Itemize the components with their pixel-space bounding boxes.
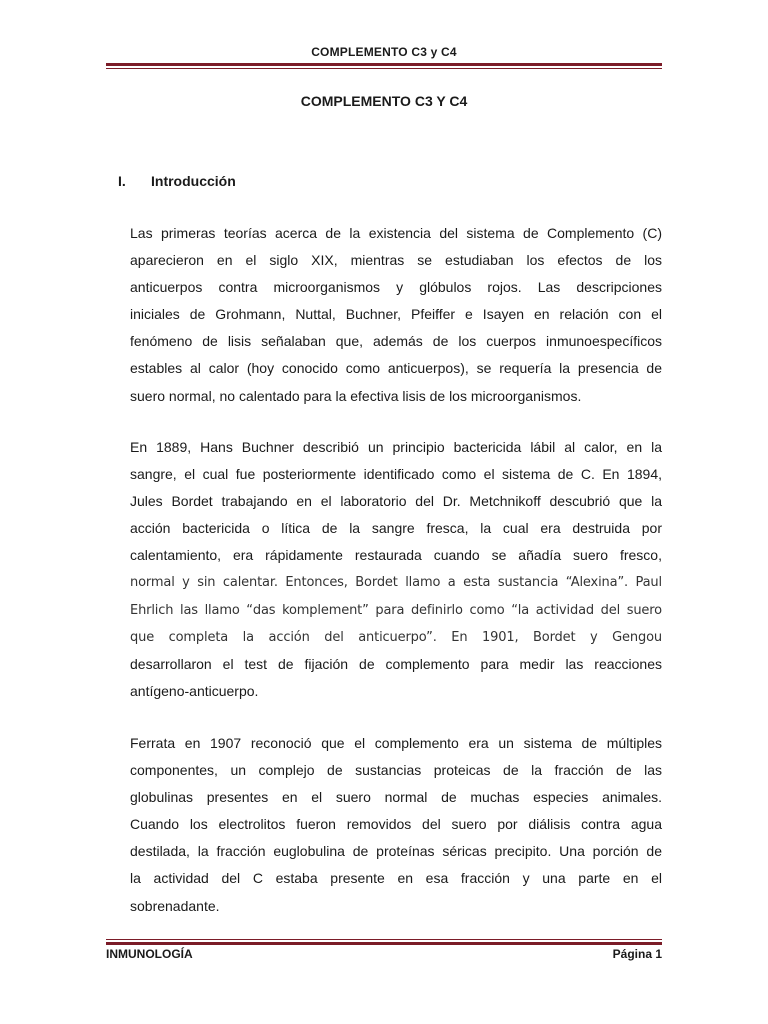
- header-title: COMPLEMENTO C3 y C4: [311, 45, 457, 59]
- paragraph-line: que completa la acción del anticuerpo”. En 1901, Bordet y Gengou: [130, 629, 662, 645]
- paragraph-1: [130, 220, 662, 410]
- footer-rule-thick: [106, 942, 662, 945]
- paragraph-line: calentamiento, era rápidamente restaurada cuando se añadía suero fresco,: [130, 547, 662, 564]
- section-heading: [118, 173, 236, 189]
- section-number: I.: [118, 173, 126, 189]
- paragraph-line: globulinas presentes en el suero normal de muchas especies animales.: [130, 789, 662, 806]
- paragraph-line: acción bactericida o lítica de la sangre fresca, la cual era destruida por: [130, 520, 662, 537]
- page-number: Página 1: [612, 947, 662, 961]
- footer-subject: INMUNOLOGÍA: [106, 947, 193, 961]
- footer-rule-thin: [106, 939, 662, 940]
- section-heading-text: Introducción: [151, 173, 236, 189]
- paragraph-line: Jules Bordet trabajando en el laboratorio del Dr. Metchnikoff descubrió que la: [130, 493, 662, 510]
- paragraph-line: sobrenadante.: [130, 897, 220, 914]
- paragraph-line: Cuando los electrolitos fueron removidos del suero por diálisis contra agua: [130, 816, 662, 833]
- header-rule-thick: [106, 63, 662, 66]
- paragraph-line: En 1889, Hans Buchner describió un principio bactericida lábil al calor, en la: [130, 439, 662, 455]
- paragraph-line: iniciales de Grohmann, Nuttal, Buchner, Pfeiffer e Isayen en relación con el: [130, 306, 662, 323]
- paragraph-line: fenómeno de lisis señalaban que, además de los cuerpos inmunoespecíficos: [130, 333, 662, 350]
- paragraph-line: aparecieron en el siglo XIX, mientras se estudiaban los efectos de los: [130, 252, 662, 269]
- document-title: COMPLEMENTO C3 Y C4: [300, 93, 468, 109]
- paragraph-2: [130, 434, 662, 705]
- paragraph-line: Las primeras teorías acerca de la existencia del sistema de Complemento (C): [130, 225, 662, 241]
- paragraph-line: Ferrata en 1907 reconoció que el complemento era un sistema de múltiples: [130, 735, 662, 751]
- paragraph-line: Ehrlich las llamo “das komplement” para definirlo como “la actividad del suero: [130, 602, 662, 618]
- header-rule-thin: [106, 68, 662, 69]
- paragraph-line: estables al calor (hoy conocido como anticuerpos), se requería la presencia de: [130, 360, 662, 377]
- paragraph-line: suero normal, no calentado para la efectiva lisis de los microorganismos.: [130, 387, 582, 404]
- paragraph-line: sangre, el cual fue posteriormente identificado como el sistema de C. En 1894,: [130, 466, 662, 483]
- paragraph-3: [130, 730, 662, 920]
- paragraph-line: normal y sin calentar. Entonces, Bordet llamo a esta sustancia “Alexina”. Paul: [130, 575, 662, 591]
- paragraph-line: desarrollaron el test de fijación de complemento para medir las reacciones: [130, 655, 662, 672]
- paragraph-line: la actividad del C estaba presente en esa fracción y una parte en el: [130, 870, 662, 887]
- paragraph-line: anticuerpos contra microorganismos y glóbulos rojos. Las descripciones: [130, 279, 662, 296]
- paragraph-line: destilada, la fracción euglobulina de proteínas séricas precipito. Una porción de: [130, 843, 662, 860]
- paragraph-line: antígeno-anticuerpo.: [130, 682, 259, 699]
- paragraph-line: componentes, un complejo de sustancias proteicas de la fracción de las: [130, 762, 662, 779]
